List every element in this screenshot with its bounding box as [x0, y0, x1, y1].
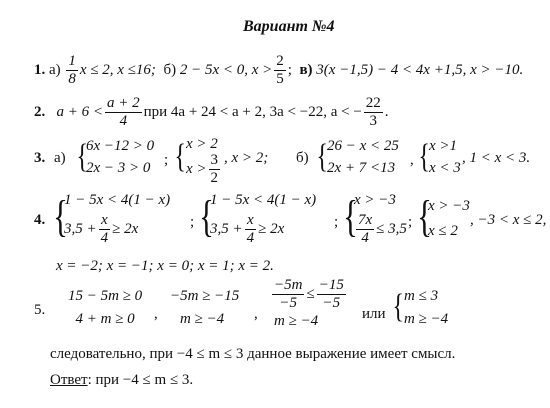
punctuation: ;: [408, 214, 413, 230]
fraction: $\frac{2}{5}$: [276, 52, 284, 87]
inequality: 2 − 5x < 0, x >: [179, 61, 273, 78]
fraction: $\frac{22}{3}$: [365, 94, 381, 129]
conclusion-text: следовательно, при −4 ≤ m ≤ 3 данное выражение имеет смысл.: [50, 346, 456, 362]
punctuation: .: [384, 103, 389, 120]
solution-text: при 4a + 24 < a + 2, 3a < −22, a < −: [143, 103, 362, 120]
system-lines: [354, 192, 407, 246]
problem-number: 4.: [34, 212, 46, 228]
system-line: x > −3: [428, 198, 470, 214]
system-lines: [210, 192, 316, 246]
solution-text: , x > 2;: [224, 150, 269, 166]
system-line: 26 − x < 25: [327, 138, 399, 154]
system-brace: {: [392, 288, 404, 325]
system-line: 2x − 3 > 0: [86, 160, 151, 176]
system-brace: {: [174, 138, 186, 175]
system-brace: {: [417, 192, 432, 241]
system-line: $\frac{-5m}{-5}$ ≤ $\frac{-15}{-5}$: [274, 277, 344, 311]
fraction: $\frac{1}{8}$: [68, 52, 76, 87]
part-label: в): [299, 61, 313, 78]
part-label: б): [296, 150, 309, 166]
system-lines: [428, 198, 470, 240]
fraction: $\frac{a + 2}{4}$: [107, 94, 140, 129]
system-brace: {: [53, 192, 68, 241]
system-brace: {: [343, 192, 358, 241]
answer-label: Ответ: [50, 372, 88, 388]
system-brace: {: [76, 138, 88, 175]
system-line: 3,5 + $\frac{x}{4}$ ≥ 2x: [210, 212, 285, 246]
inequality: 3(x −1,5) − 4 < 4x +1,5, x > −10.: [316, 61, 524, 78]
system-lines: [64, 192, 170, 246]
system-line: x > −3: [354, 192, 396, 208]
system-line: 2x + 7 <13: [327, 160, 396, 176]
system-line: 1 − 5x < 4(1 − x): [210, 192, 317, 208]
punctuation: ;: [287, 61, 292, 78]
system-lines: [68, 288, 142, 328]
system-lines: [186, 136, 222, 186]
punctuation: ,: [154, 306, 158, 322]
system-line: x > 2: [186, 136, 218, 152]
part-label: б): [163, 61, 177, 78]
system-line: x > $\frac{3}{2}$: [186, 152, 219, 186]
system-line: 1 − 5x < 4(1 − x): [64, 192, 171, 208]
punctuation: ;: [334, 214, 339, 230]
page-title: Вариант №4: [243, 18, 335, 35]
system-line: 15 − 5m ≥ 0: [68, 288, 143, 304]
solution-text: , 1 < x < 3.: [462, 150, 531, 166]
problem-3: [34, 136, 531, 186]
system-line: x ≤ 2: [428, 223, 458, 239]
system-brace: {: [199, 192, 214, 241]
problem-number: 1.: [34, 61, 46, 78]
problem-5: [34, 277, 534, 340]
system-line: m ≥ −4: [274, 313, 319, 329]
answer-line: [50, 372, 193, 389]
punctuation: ;: [190, 214, 195, 230]
system-line: 3,5 + $\frac{x}{4}$ ≥ 2x: [64, 212, 139, 246]
system-lines: [270, 278, 348, 330]
integer-solutions: x = −2; x = −1; x = 0; x = 1; x = 2.: [56, 258, 274, 274]
system-line: m ≤ 3: [404, 288, 439, 304]
answer-text: : при −4 ≤ m ≤ 3.: [87, 372, 194, 388]
system-line: x < 3: [429, 160, 461, 176]
part-label: а): [49, 61, 61, 78]
system-line: m ≥ −4: [180, 311, 225, 327]
system-line: $\frac{7x}{4}$ ≤ 3,5: [358, 212, 407, 246]
problem-number: 5.: [34, 302, 46, 318]
system-lines: [327, 138, 399, 177]
system-line: 4 + m ≥ 0: [75, 311, 135, 327]
problem-4: [34, 192, 547, 248]
system-line: x >1: [429, 138, 458, 154]
problem-number: 2.: [34, 103, 46, 120]
inequality: x ≤ 2, x ≤16;: [79, 61, 156, 78]
punctuation: ;: [164, 152, 169, 168]
system-lines: [429, 138, 461, 177]
punctuation: ,: [410, 152, 414, 168]
system-brace: {: [316, 138, 328, 175]
problem-2: [34, 92, 389, 132]
problem-number: 3.: [34, 150, 46, 166]
punctuation: ,: [254, 306, 258, 322]
system-lines: [170, 288, 239, 328]
part-label: а): [54, 150, 66, 166]
solution-text: , −3 < x ≤ 2,: [470, 212, 547, 228]
inequality: a + 6 <: [56, 103, 103, 120]
connector-word: или: [362, 306, 386, 322]
system-line: 6x −12 > 0: [86, 138, 155, 154]
system-brace: {: [418, 138, 430, 175]
system-line: m ≥ −4: [404, 311, 449, 327]
system-line: −5m ≥ −15: [170, 288, 240, 304]
system-lines: [86, 138, 154, 177]
problem-1: [34, 50, 523, 90]
system-lines: [404, 288, 448, 328]
